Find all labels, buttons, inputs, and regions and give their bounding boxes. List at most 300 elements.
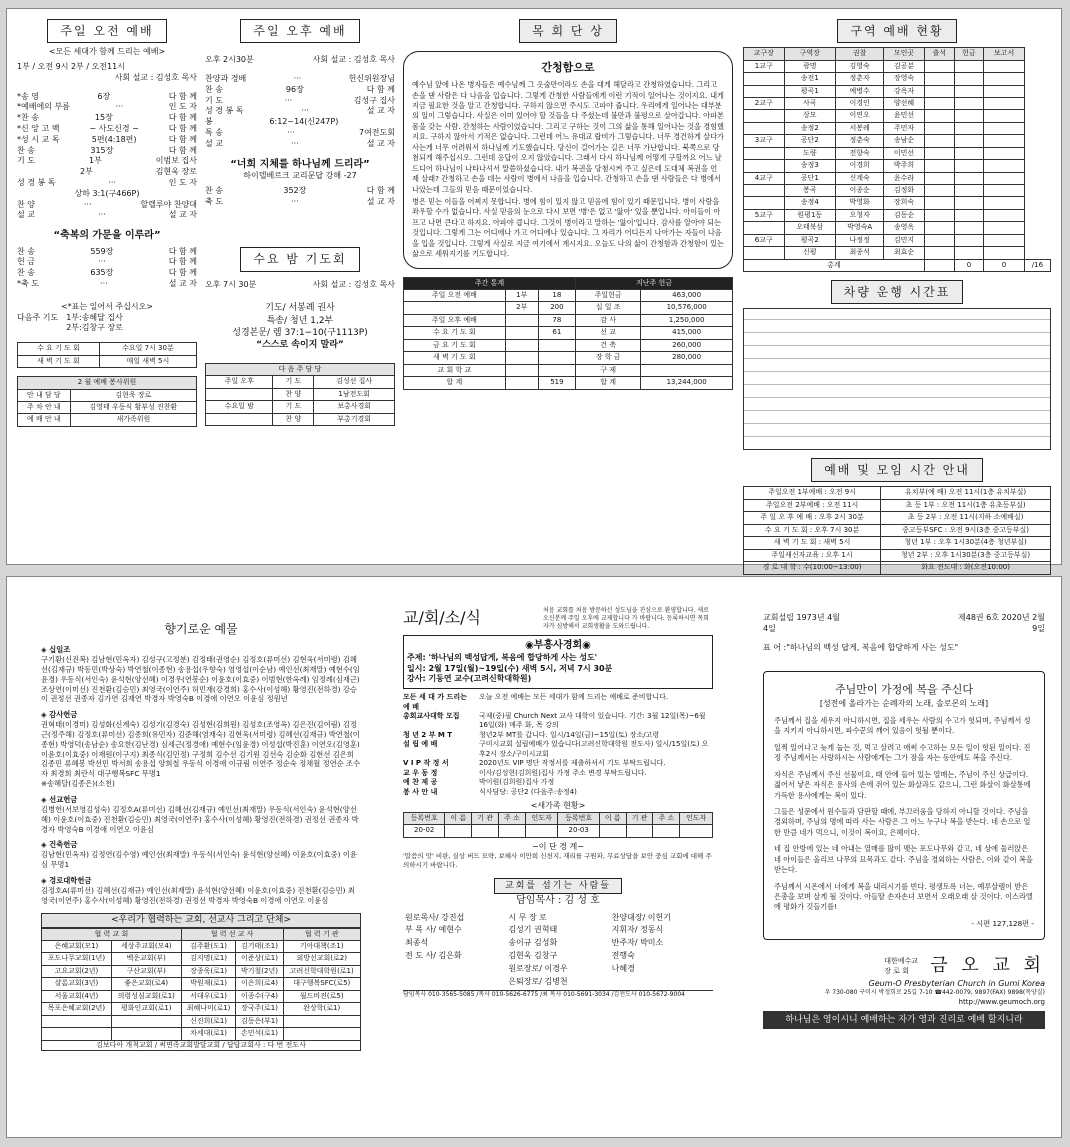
morning-time: 1부 / 오전 9시 2부 / 오전11시 xyxy=(17,61,125,71)
order-cell: 다 함 께 xyxy=(168,91,197,101)
order-cell: 찬 송 xyxy=(17,145,35,155)
district-cell: 김민지 xyxy=(884,234,925,246)
bus-title: 차량 운행 시간표 xyxy=(831,280,964,304)
meeting-row xyxy=(744,549,1051,561)
meeting-row-cell: 청년 1부 : 오후 1시30분(4층 청년부실) xyxy=(881,537,1051,549)
offering-names: 김병헌(서보영김성숙) 김정호A(류미선) 김혜선(김재규) 예인선(최재말) 우동식(서인숙) 윤석현(양선혜) 이윤호(이효중) 진천환(김승민) 최영국(이연주) 홍수사(이성혜) 황영진(전하경) 권정선 권종자 박경자 박영숙B 이경애 이연오 이윤심 xyxy=(41,804,359,834)
partner-row-cell: 평화인교회(로1) xyxy=(111,1003,181,1015)
poem-subtitle: [성전에 올라가는 순례자의 노래, 솔로몬의 노래] xyxy=(819,699,989,709)
afternoon-sermon-sub: 하이델베르크 교리문답 강해 -27 xyxy=(243,171,357,181)
district-cell: 이민선 xyxy=(884,147,925,159)
district-empty xyxy=(924,185,954,197)
duty-head: 2 월 예배 봉사위원 xyxy=(18,377,197,389)
order-row xyxy=(205,197,395,208)
revival-title: ◉부흥사경회◉ xyxy=(525,640,591,652)
revival-box xyxy=(403,635,713,689)
staff-cell: 부 목 사/ 예현수 xyxy=(405,925,462,935)
district-cell: 송정4 xyxy=(784,197,835,209)
meeting-row xyxy=(744,562,1051,574)
partner-row-cell: 장종욱(로1) xyxy=(181,965,236,977)
partner-row-cell: 이준상(로1) xyxy=(236,953,283,965)
order-cell: 설 교 자 xyxy=(366,138,395,148)
offering-heading: ◈ 감사헌금 xyxy=(41,710,78,720)
staff-cell xyxy=(610,976,713,989)
order-cell: 성 경 봉 독 xyxy=(17,177,56,187)
district-empty xyxy=(984,147,1025,159)
district-cell xyxy=(744,185,785,197)
district-empty xyxy=(984,234,1025,246)
partner-row-cell: 장국주(로1) xyxy=(236,1003,283,1015)
order-cell: 설 교 자 xyxy=(366,196,395,206)
district-empty xyxy=(924,222,954,234)
news-item xyxy=(403,788,713,797)
stats-row-cell: 감 사 xyxy=(576,314,641,326)
district-cell: 김영숙 xyxy=(836,60,884,72)
order-cell: 315장 xyxy=(90,145,114,155)
district-empty xyxy=(924,197,954,209)
order-cell: ··· xyxy=(108,177,116,187)
order-cell: ··· xyxy=(291,138,299,148)
right-panel xyxy=(743,19,1051,575)
poem-title: 주님만이 가정에 복을 주신다 xyxy=(834,683,973,697)
district-empty xyxy=(924,122,954,134)
staff-cell xyxy=(403,976,506,989)
poem-paragraph: 그들은 성문에서 원수들과 담판할 때에, 부끄러움을 당하지 아니할 것이다. 주님을 경외하며, 주님의 명에 따라 사는 사람은 그 어느 누구나 복을 받는다. 네 손으로 일한 만큼 네가 먹으니, 이것이 복이요, 은혜이다. xyxy=(774,806,1031,837)
column-essay xyxy=(403,51,733,268)
partners-h3: 협 력 기 관 xyxy=(283,928,361,940)
outer-sheet xyxy=(6,576,1062,1138)
stats-row-cell: 10,576,000 xyxy=(641,302,733,314)
partner-row-cell: 신진희(로1) xyxy=(181,1015,236,1027)
news-item xyxy=(403,769,713,778)
nf-col: 인도자 xyxy=(680,812,713,824)
staff-cell: 최종석 xyxy=(405,938,429,948)
district-cell: 공단1 xyxy=(784,172,835,184)
news-item xyxy=(403,778,713,787)
news-label: 봉 사 안 내 xyxy=(403,787,438,796)
district-empty xyxy=(984,97,1025,109)
nf-col: 등록번호 xyxy=(404,812,445,824)
next-duty-row-cell: 기 도 xyxy=(273,376,314,388)
order-cell: *축 도 xyxy=(17,279,39,289)
district-total-cell: 0 xyxy=(984,259,1025,271)
district-cell: 신계숙 xyxy=(836,172,884,184)
cover-poem xyxy=(763,671,1045,940)
news-item xyxy=(403,759,713,768)
order-row xyxy=(17,189,197,200)
staff-table xyxy=(403,912,713,989)
nf-cell: 20-02 xyxy=(404,825,445,837)
offering-heading: ◈ 건축헌금 xyxy=(41,840,78,850)
partner-row-cell: 월드비전(로5) xyxy=(283,990,361,1002)
order-cell: 찬 송 xyxy=(17,268,35,278)
duty-row-cell: 주 차 안 내 xyxy=(18,401,71,413)
meeting-row-cell: 청년 2부 : 오후 1시30분(3층 중고등부실) xyxy=(881,549,1051,561)
church-eng: Geum-O Presbyterian Church in Gumi Korea xyxy=(868,978,1045,988)
partner-row-cell: 김주환(도1) xyxy=(181,941,236,953)
order-row xyxy=(205,85,395,96)
order-row xyxy=(17,135,197,146)
district-empty xyxy=(924,73,954,85)
district-cell: 신평 xyxy=(784,247,835,259)
district-empty xyxy=(924,85,954,97)
district-total-cell: 0 xyxy=(954,259,984,271)
news-label: 청 년 2 부 M T xyxy=(403,730,453,739)
next-duty-row-cell: 1남전도회 xyxy=(314,388,395,400)
pastor-column xyxy=(403,19,733,390)
news-text: 오늘 오전 예배는 모든 세대가 함께 드리는 예배로 준비합니다. xyxy=(479,693,669,702)
order-cell: 635장 xyxy=(90,268,114,278)
partner-row-cell: 기아대책(조1) xyxy=(283,941,361,953)
district-row xyxy=(744,172,1051,184)
news-text: 식사담당: 공단2 (다음주:송정4) xyxy=(479,787,577,796)
district-empty xyxy=(984,247,1025,259)
next-duty-row-cell xyxy=(206,388,273,400)
district-cell: 최효순 xyxy=(884,247,925,259)
district-cell: 오태북삼 xyxy=(784,222,835,234)
wednesday-text: 성경본문/ 렘 37:1−10(구1113P) xyxy=(232,327,368,338)
weekly-row-cell: 수요일 7시 30분 xyxy=(99,343,196,355)
order-cell: 다 함 께 xyxy=(168,268,197,278)
stats-row-cell: 주일 오전 예배 xyxy=(404,290,506,302)
stats-row-cell: 선 교 xyxy=(576,327,641,339)
new-family-title: <새가족 현황> xyxy=(530,800,586,810)
district-row xyxy=(744,135,1051,147)
order-cell: 다 함 께 xyxy=(168,145,197,155)
nf-col: 기 관 xyxy=(472,812,499,824)
district-cell: 나정정 xyxy=(836,234,884,246)
partner-row-cell: 세상주교회(모4) xyxy=(111,941,181,953)
district-cell: 송영옥 xyxy=(884,222,925,234)
district-cell xyxy=(744,122,785,134)
order-cell: 설 교 자 xyxy=(168,279,197,289)
district-col: 권찰 xyxy=(836,48,884,60)
order-cell: 5편(4:18편) xyxy=(91,134,137,144)
next-duty-row-cell: 수요일 밤 xyxy=(206,401,273,413)
district-cell: 정춘숙 xyxy=(836,135,884,147)
news-label: 교 우 동 정 xyxy=(403,768,438,777)
stats-row xyxy=(404,327,733,339)
order-cell: 인 도 자 xyxy=(168,102,197,112)
order-cell: 96장 xyxy=(285,84,304,94)
order-row xyxy=(205,106,395,117)
stats-row-cell: 1부 xyxy=(505,290,538,302)
next-duty-row-cell: 찬 양 xyxy=(273,413,314,425)
district-row xyxy=(744,147,1051,159)
pastor-name: 담임목사 : 김 성 호 xyxy=(516,895,600,907)
district-empty xyxy=(924,172,954,184)
partner-row-cell: 은혜교회(모1) xyxy=(42,941,112,953)
nf-cell xyxy=(680,825,713,837)
nf-col: 주 소 xyxy=(499,812,526,824)
poll-title: −이 단 경 계− xyxy=(532,841,584,851)
district-empty xyxy=(954,247,984,259)
offering-names: 김정호A(류미선) 김혜선(김재규) 예인선(최재말) 윤석현(양선혜) 이윤호(이효중) 진천환(김승민) 최영국(이연주) 홍수사(이성혜) 황영진(전하경) 권정선 박경자 박영숙B 이경애 이연오 이윤심 xyxy=(41,885,355,905)
order-cell: 김성구 집사 xyxy=(353,95,395,105)
district-row xyxy=(744,222,1051,234)
district-cell: 원평1동 xyxy=(784,209,835,221)
staff-cell: 김성기 권혁태 xyxy=(508,925,558,935)
order-row xyxy=(205,128,395,139)
district-cell: 평곡2 xyxy=(784,234,835,246)
order-cell: 다 함 께 xyxy=(168,246,197,256)
meeting-row xyxy=(744,487,1051,499)
partner-row-cell: 김기태(조1) xyxy=(236,941,283,953)
next-duty-row-cell: 보총사경회 xyxy=(314,401,395,413)
partner-row-cell: 완상학(로1) xyxy=(283,1003,361,1015)
staff-cell: 송이규 김성화 xyxy=(508,938,558,948)
partner-row-cell: 박원재(로1) xyxy=(181,978,236,990)
district-cell: 1교구 xyxy=(744,60,785,72)
nf-cell xyxy=(525,825,558,837)
stats-row-cell xyxy=(505,377,538,389)
district-cell: 강옥자 xyxy=(884,85,925,97)
staff-row xyxy=(403,937,713,950)
order-cell: ··· xyxy=(115,102,124,112)
partner-row xyxy=(42,941,361,953)
prayer-label: 다음주 기도 xyxy=(17,312,59,322)
stats-row-cell: 십 일 조 xyxy=(576,302,641,314)
next-duty-table xyxy=(205,363,395,426)
order-cell: 인 도 자 xyxy=(168,177,197,187)
order-cell: 1부 xyxy=(88,156,102,166)
order-cell: 6장 xyxy=(97,91,111,101)
order-cell: 성 경 봉 독 xyxy=(205,106,244,116)
order-cell: 설 교 xyxy=(205,138,223,148)
order-row xyxy=(17,268,197,279)
duty-row-cell: 김현욱 장로 xyxy=(70,389,196,401)
next-duty-row xyxy=(206,388,395,400)
stats-row-cell: 수 요 기 도 회 xyxy=(404,327,506,339)
meeting-row-cell: 초 등 1부 : 오전 11시(1층 유초등부실) xyxy=(881,499,1051,511)
district-col: 구역장 xyxy=(784,48,835,60)
district-col: 헌금 xyxy=(954,48,984,60)
partners-table xyxy=(41,928,361,1041)
meeting-row-cell: 주일오전 2부예배 : 오전 11시 xyxy=(744,499,881,511)
district-cell: 주민자 xyxy=(884,122,925,134)
stats-row-cell: 415,000 xyxy=(641,327,733,339)
column-heading: 간청함으로 xyxy=(541,61,595,75)
wednesday-special: 특송/ 청년 1,2부 xyxy=(266,315,334,326)
order-cell: 6:12~14(신247P) xyxy=(269,117,339,127)
district-cell: 공단2 xyxy=(784,135,835,147)
partner-row-cell: 구산교회(부) xyxy=(111,965,181,977)
order-cell: 축 도 xyxy=(205,196,223,206)
district-cell: 장희숙 xyxy=(884,197,925,209)
order-cell: 559장 xyxy=(90,246,114,256)
district-empty xyxy=(954,85,984,97)
stats-row-cell: 61 xyxy=(538,327,575,339)
order-cell: ··· xyxy=(98,210,106,220)
order-cell: 다 함 께 xyxy=(168,257,197,267)
district-row xyxy=(744,122,1051,134)
district-cell: 4교구 xyxy=(744,172,785,184)
order-cell: ··· xyxy=(287,127,295,137)
district-total-cell: /16 xyxy=(1024,259,1050,271)
partner-row-cell xyxy=(42,1015,112,1027)
partner-row-cell: 이종수(구4) xyxy=(236,990,283,1002)
district-empty xyxy=(984,85,1025,97)
staff-cell: 김현욱 김창구 xyxy=(508,951,558,961)
district-cell: 서봉례 xyxy=(836,122,884,134)
district-table xyxy=(743,47,1051,272)
district-empty xyxy=(984,222,1025,234)
district-cell: 이연오 xyxy=(836,110,884,122)
district-empty xyxy=(924,247,954,259)
staff-cell: 전행숙 xyxy=(611,951,635,961)
news-item xyxy=(403,693,713,712)
order-cell: 찬 송 xyxy=(205,84,223,94)
news-label: V I P 작 정 서 xyxy=(403,759,449,768)
district-cell: 송남순 xyxy=(884,135,925,147)
offering-names: ※송혜달(김종은)(소천) xyxy=(41,779,115,789)
district-cell: 도량 xyxy=(784,147,835,159)
district-col: 교구장 xyxy=(744,48,785,60)
revival-time: 일시: 2월 17일(월)~19일(수) 새벽 5시, 저녁 7시 30분 xyxy=(407,663,613,673)
partner-row-cell: 샬롬교회(3년) xyxy=(42,978,112,990)
news-intro: 처음 교회를 처음 방문하신 성도님을 진심으로 환영합니다. 새로 오신분께 주일 오후에 교제합니다 가 바랍니다. 등록하시면 목회자가 심방해서 교회생활을 도와드립니다. xyxy=(543,607,709,631)
stats-head-left: 주간 통계 xyxy=(404,277,576,289)
order-cell: 찬양과 경배 xyxy=(205,73,247,83)
order-cell: *찬 송 xyxy=(17,113,39,123)
order-row xyxy=(17,200,197,211)
wednesday-preacher: 사회 설교 : 김성호 목사 xyxy=(312,279,395,289)
meetings-table xyxy=(743,486,1051,574)
district-empty xyxy=(984,60,1025,72)
weekly-stats-table xyxy=(403,277,733,390)
district-cell: 장영숙 xyxy=(884,73,925,85)
partner-row-cell: 서울교회(4년) xyxy=(42,990,112,1002)
order-row xyxy=(205,117,395,128)
duty-row-cell: 김영태 우동식 황부성 진찬환 xyxy=(70,401,196,413)
nf-cell xyxy=(626,825,653,837)
offering-heading: ◈ 선교헌금 xyxy=(41,795,78,804)
district-empty xyxy=(954,122,984,134)
staff-cell: 나혜경 xyxy=(611,963,635,973)
district-cell: 사곡 xyxy=(784,97,835,109)
staff-cell: 은퇴장로/ 김병천 xyxy=(508,976,568,986)
afternoon-preacher: 사회 설교 : 김성호 목사 xyxy=(312,55,395,65)
stats-row-cell xyxy=(538,339,575,351)
staff-cell xyxy=(403,963,506,976)
staff-row xyxy=(403,976,713,989)
stats-row-cell: 18 xyxy=(538,290,575,302)
order-cell: 352장 xyxy=(283,185,307,195)
district-empty xyxy=(954,185,984,197)
partners-h2: 협 력 선 교 사 xyxy=(181,928,283,940)
morning-order xyxy=(17,92,197,222)
nf-col: 등록번호 xyxy=(558,812,599,824)
church-address: 우 730-080 구미시 박정희로 25길 7-10 ☎442-0079, 9897(FAX) 9898(목양실) xyxy=(824,989,1045,997)
stats-row-cell xyxy=(505,352,538,364)
morning-title: 주일 오전 예배 xyxy=(47,19,166,43)
news-text: 청년2부 MT를 갑니다. 일시/14일(금)~15일(토) 장소/고령 xyxy=(479,730,660,739)
stats-row-cell: 금 요 기 도 회 xyxy=(404,339,506,351)
order-cell: 기 도 xyxy=(17,156,35,166)
cover xyxy=(763,613,1045,1029)
column-title: 목 회 단 상 xyxy=(519,19,617,43)
partner-row-cell: 포도나무교회(1년) xyxy=(42,953,112,965)
stats-row-cell: 13,244,000 xyxy=(641,377,733,389)
partner-row-cell: 고려신학대학원(로1) xyxy=(283,965,361,977)
church-url[interactable]: http://www.geumoch.org xyxy=(958,997,1045,1006)
partner-row xyxy=(42,1003,361,1015)
district-empty xyxy=(984,122,1025,134)
morning-subtitle: <모든 세대가 함께 드리는 예배> xyxy=(48,47,166,57)
order-cell: ··· xyxy=(98,257,106,267)
new-family-table xyxy=(403,812,713,838)
district-cell xyxy=(744,147,785,159)
meeting-row-cell: 주 일 오 후 예 배 : 오후 2시 30분 xyxy=(744,512,881,524)
news-label: 예 찬 제 공 xyxy=(403,778,438,787)
stats-row-cell: 280,000 xyxy=(641,352,733,364)
meeting-row-cell: 초 등 2부 : 오전 11시(지하 소예배실) xyxy=(881,512,1051,524)
meeting-row-cell: 주일오전 1부예배 : 오전 9시 xyxy=(744,487,881,499)
order-cell: ··· xyxy=(291,196,299,206)
district-empty xyxy=(924,135,954,147)
stats-row xyxy=(404,302,733,314)
news-text: 박이원(김희원)집사 가정 xyxy=(479,778,555,787)
offering-names: 구기환(신진복) 김남현(민옥자) 김성구(고정분) 김정태(권영순) 김정호(류미선) 김현욱(서미령) 김혜선(김재규) 박동민(박상숙) 박연철(이종현) 송용섭(우향숙) 염영섭(이순남) 예인선(최재말) 예현수(임윤경) 우동식(서인숙) 윤석현(양선혜) 이경우(연봉순) 이윤호(이효중) 이범현(한옥례) 임정례(심재근) 조상연(이미선) 진천환(김승민) 최영국(이연주) 허민재(강경희) 홍수사(이성혜) 황영진(전하경) 강승이 권정선 권종자 김가연 김재연 박경자 박영숙B 이경애 이연오 이윤심 정원년 xyxy=(41,655,360,704)
district-empty xyxy=(954,222,984,234)
staff-cell: 찬양대장/ 이헌기 xyxy=(611,912,671,922)
partner-row-cell: 김동은(부1) xyxy=(236,1015,283,1027)
district-empty xyxy=(954,97,984,109)
district-row xyxy=(744,209,1051,221)
stats-row-cell: 새 벽 기 도 회 xyxy=(404,352,506,364)
prayer-note: <*표는 일어서 주십시오> xyxy=(60,301,154,311)
partner-row-cell: 최혜나미(로1) xyxy=(181,1003,236,1015)
partners-foot: 김보다아 개척교회 / 써면족교회발달교회 / 답답교회사 : 다 번 전도사 xyxy=(41,1041,361,1051)
district-empty xyxy=(954,147,984,159)
nf-cell: 20-03 xyxy=(558,825,599,837)
offering-section xyxy=(41,621,361,1051)
stats-row-cell xyxy=(538,352,575,364)
district-cell: 윤수라 xyxy=(884,172,925,184)
order-cell: 설 교 자 xyxy=(366,106,395,116)
next-duty-row-cell xyxy=(206,413,273,425)
duty-row xyxy=(18,389,197,401)
wednesday-note: 기도/ 서봉례 권사 xyxy=(265,303,335,314)
nf-cell xyxy=(499,825,526,837)
morning-order-2 xyxy=(17,247,197,290)
district-empty xyxy=(954,60,984,72)
stats-row-cell: 합 계 xyxy=(576,377,641,389)
stats-row-cell xyxy=(505,327,538,339)
meeting-row-cell: 중고등부SFC : 오전 9시(3층 중고등부실) xyxy=(881,524,1051,536)
next-duty-head: 다 음 주 담 당 xyxy=(206,364,395,376)
order-cell: 헌신위원장님 xyxy=(348,73,395,83)
order-cell: 헌 금 xyxy=(17,257,35,267)
district-total xyxy=(744,259,1051,271)
staff-cell: 원로장로/ 이경우 xyxy=(508,963,568,973)
staff-row xyxy=(403,950,713,963)
order-row xyxy=(205,96,395,107)
morning-service xyxy=(17,19,197,427)
partner-row xyxy=(42,990,361,1002)
church-name: 금 오 교 회 xyxy=(930,955,1045,977)
staff-row xyxy=(403,912,713,925)
order-cell: ··· xyxy=(83,199,92,209)
district-cell: 김정화 xyxy=(884,185,925,197)
order-row xyxy=(17,247,197,258)
next-duty-row xyxy=(206,413,395,425)
district-col: 출석 xyxy=(924,48,954,60)
partners-h1: 협 력 교 회 xyxy=(42,928,182,940)
order-cell: ··· xyxy=(301,106,309,116)
district-row xyxy=(744,234,1051,246)
afternoon-time: 오후 2시30분 xyxy=(205,55,254,65)
